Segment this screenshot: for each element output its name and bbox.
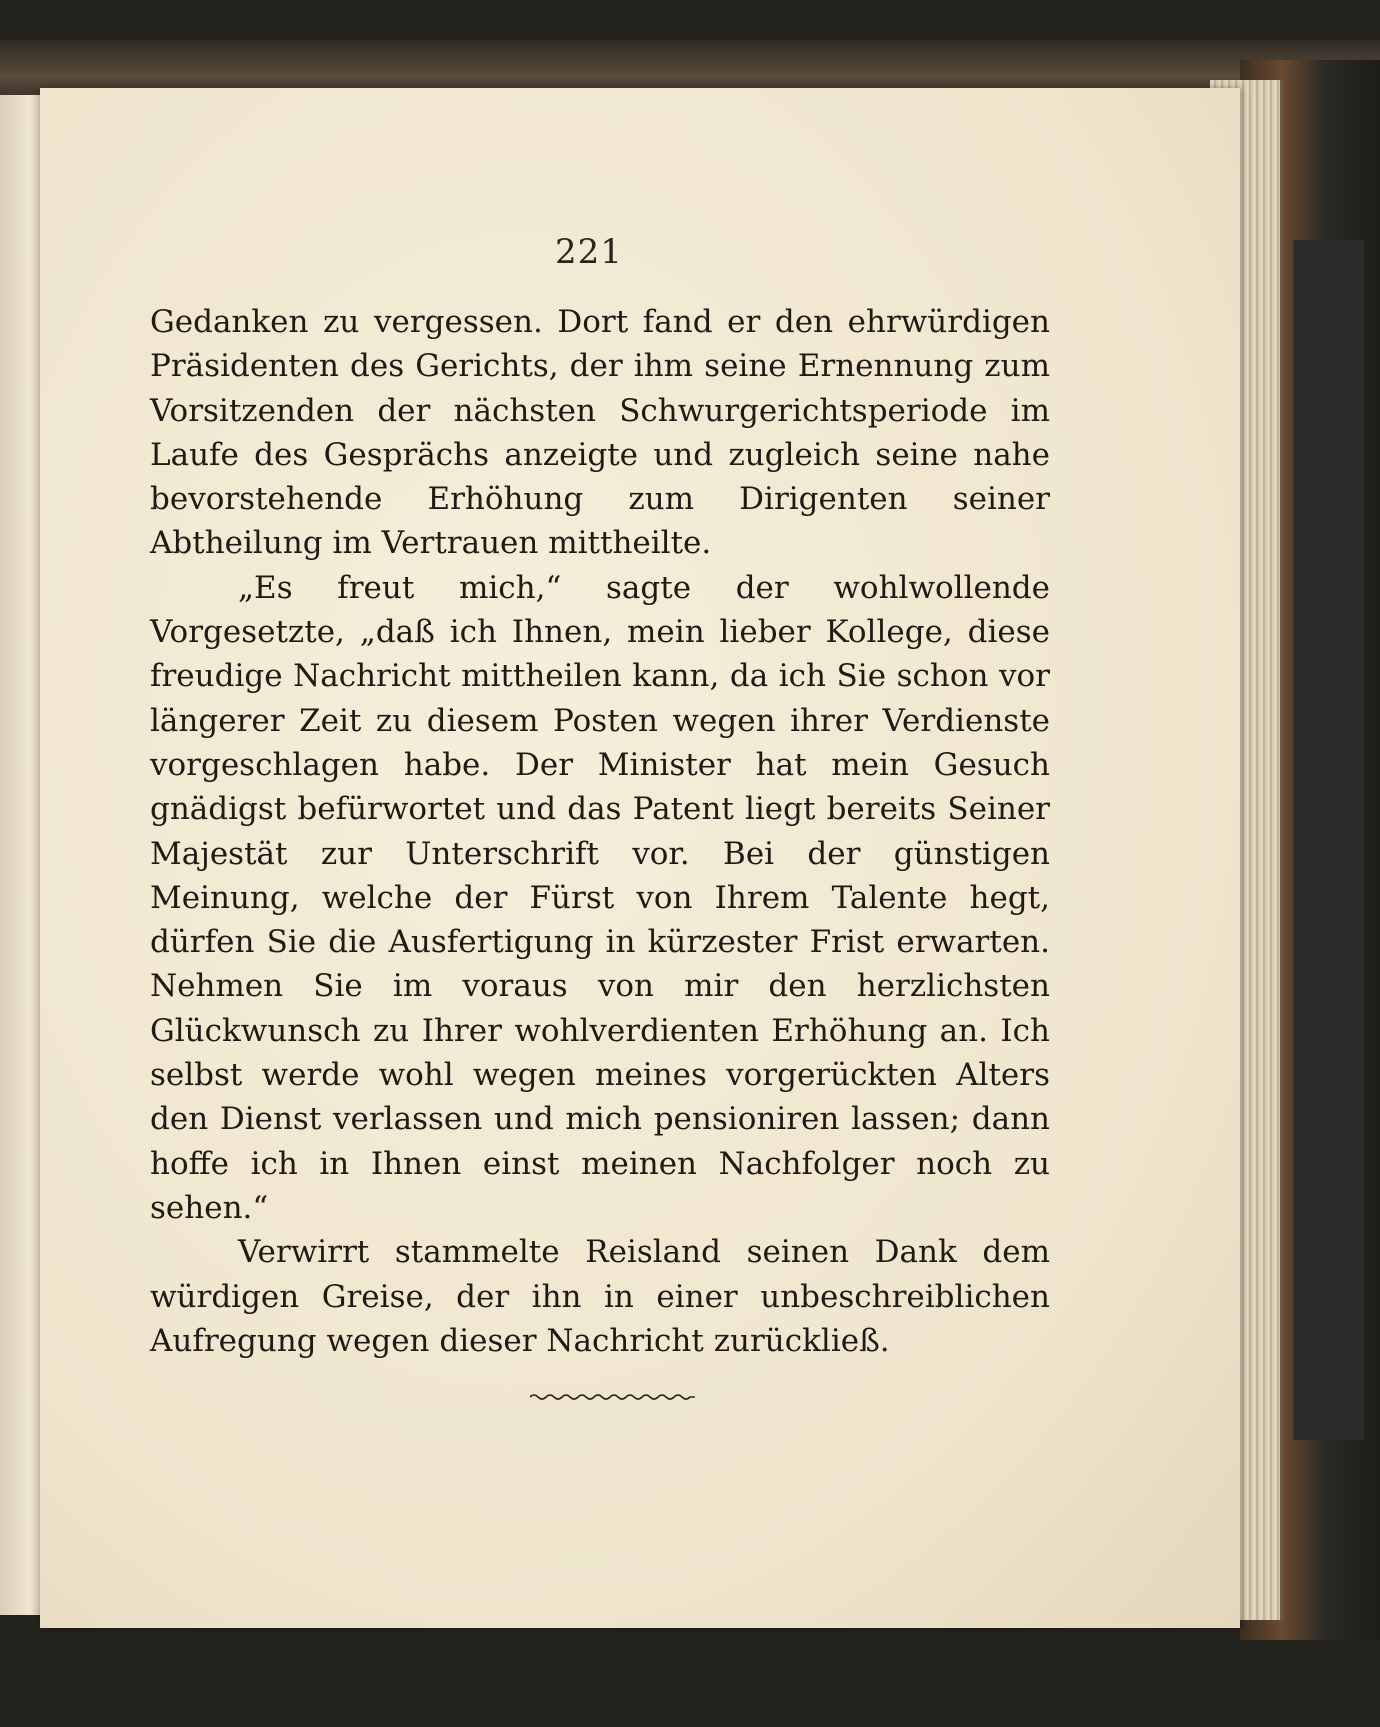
left-page-edge — [0, 95, 44, 1615]
paragraph-3: Verwirrt stammelte Reisland seinen Dank dem würdigen Greise, der ihn in einer unbeschreiblichen Aufregung wegen dieser Nachricht zurückließ. — [150, 1234, 1050, 1359]
page-text — [150, 300, 1050, 1363]
book-spine-strip — [1292, 240, 1364, 1440]
chapter-end-ornament — [530, 1392, 695, 1402]
paragraph-1: Gedanken zu vergessen. Dort fand er den ehrwürdigen Präsidenten des Gerichts, der ihm seine Ernennung zum Vorsitzenden der nächsten Schwurgerichtsperiode im Laufe des Gesprächs anzeigte und zugleich seine nahe bevorstehende Erhöhung zum Dirigenten seiner Abtheilung im Vertrauen mittheilte. — [150, 304, 1050, 562]
page-number: 221 — [555, 232, 623, 272]
paragraph-2: „Es freut mich,“ sagte der wohlwollende Vorgesetzte, „daß ich Ihnen, mein lieber Kollege, diese freudige Nachricht mittheilen kann, da ich Sie schon vor längerer Zeit zu diesem Posten wegen ihrer Verdienste vorgeschlagen habe. Der Minister hat mein Gesuch gnädigst befürwortet und das Patent liegt bereits Seiner Majestät zur Unterschrift vor. Bei der günstigen Meinung, welche der Fürst von Ihrem Talente hegt, dürfen Sie die Ausfertigung in kürzester Frist erwarten. Nehmen Sie im voraus von mir den herzlichsten Glückwunsch zu Ihrer wohlverdienten Erhöhung an. Ich selbst werde wohl wegen meines vorgerückten Alters den Dienst verlassen und mich pensioniren lassen; dann hoffe ich in Ihnen einst meinen Nachfolger noch zu sehen.“ — [150, 569, 1050, 1226]
